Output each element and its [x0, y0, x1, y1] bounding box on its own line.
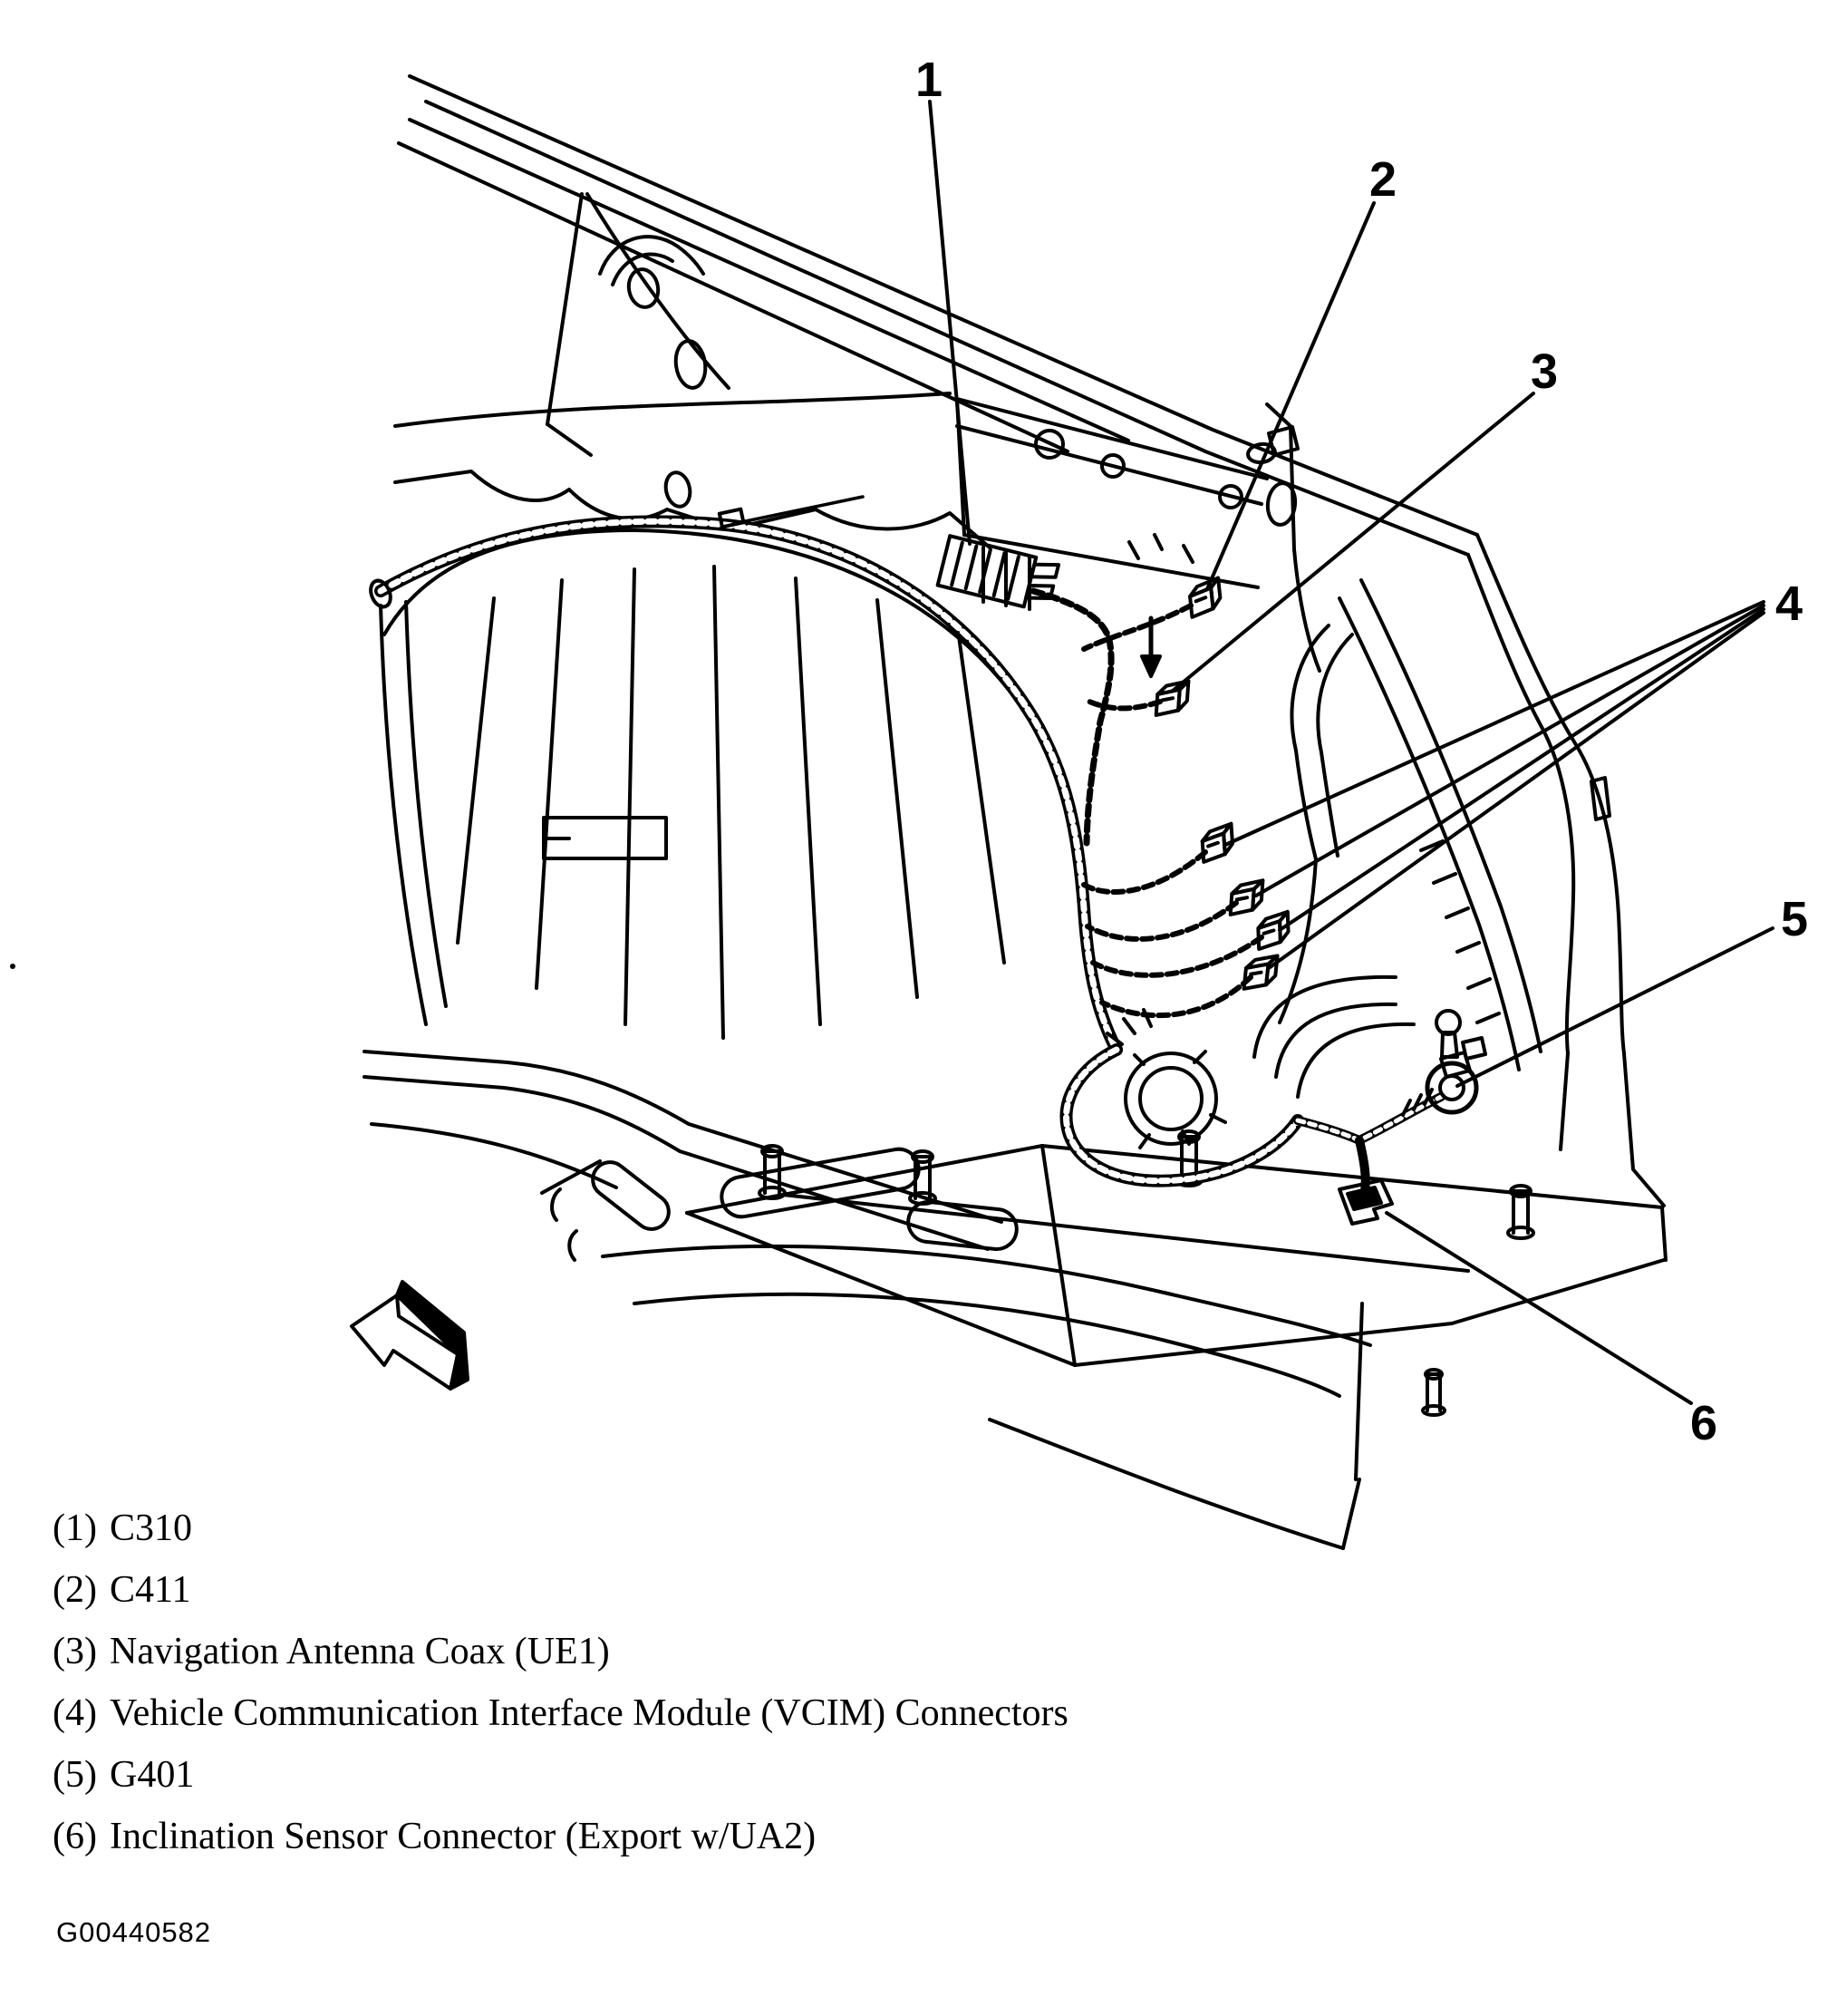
direction-arrow-icon [352, 1282, 468, 1389]
legend-label: Navigation Antenna Coax (UE1) [109, 1631, 610, 1672]
legend-label: Vehicle Communication Interface Module (VCIM) Connectors [109, 1692, 1068, 1734]
legend-item [53, 1744, 1068, 1806]
leader-line-1 [930, 102, 970, 544]
connector-cubes [1156, 578, 1289, 993]
legend-marker: (2) [53, 1569, 97, 1611]
callout-5: 5 [1780, 892, 1809, 946]
legend [53, 1497, 1068, 1867]
leader-line-4 [1225, 602, 1764, 845]
rear-pillar [1254, 535, 1664, 1206]
leader-line-4 [1280, 609, 1764, 930]
callout-2: 2 [1368, 152, 1397, 207]
legend-label: C310 [109, 1507, 192, 1549]
floor-structure [364, 1052, 1666, 1548]
vcim-connector [1231, 878, 1263, 916]
callout-1: 1 [914, 53, 943, 107]
print-dot [10, 964, 15, 969]
harness-loop-grommet [1107, 1010, 1225, 1148]
wheelhouse-ribs [458, 567, 1004, 1038]
figure-id: G00440582 [56, 1916, 212, 1948]
leader-line-4 [1256, 606, 1764, 896]
legend-marker: (4) [53, 1692, 97, 1734]
legend-item [53, 1682, 1068, 1744]
legend-label: C411 [109, 1569, 191, 1611]
legend-label: Inclination Sensor Connector (Export w/UA2) [109, 1816, 817, 1857]
vcim-connector [1258, 912, 1289, 949]
leader-line-2 [1207, 203, 1374, 589]
legend-item [53, 1497, 1068, 1559]
legend-marker: (1) [53, 1507, 97, 1549]
top-rail [399, 76, 1477, 555]
floor-studs [759, 1131, 1533, 1415]
legend-item [53, 1806, 1068, 1867]
nav-antenna-coax-connector [1156, 679, 1189, 717]
legend-item [53, 1559, 1068, 1621]
upper-brackets [395, 194, 1320, 671]
legend-label: G401 [109, 1754, 195, 1796]
vcim-connector [1244, 953, 1278, 992]
bolt-stud [1423, 1370, 1445, 1415]
legend-item [53, 1621, 1068, 1682]
callout-4: 4 [1774, 577, 1803, 631]
callout-3: 3 [1530, 344, 1559, 399]
legend-marker: (6) [53, 1816, 97, 1857]
legend-marker: (5) [53, 1754, 97, 1796]
callout-6: 6 [1689, 1396, 1718, 1450]
legend-marker: (3) [53, 1631, 97, 1672]
wheelhouse [381, 530, 1078, 1038]
c411-connector [1188, 578, 1222, 617]
